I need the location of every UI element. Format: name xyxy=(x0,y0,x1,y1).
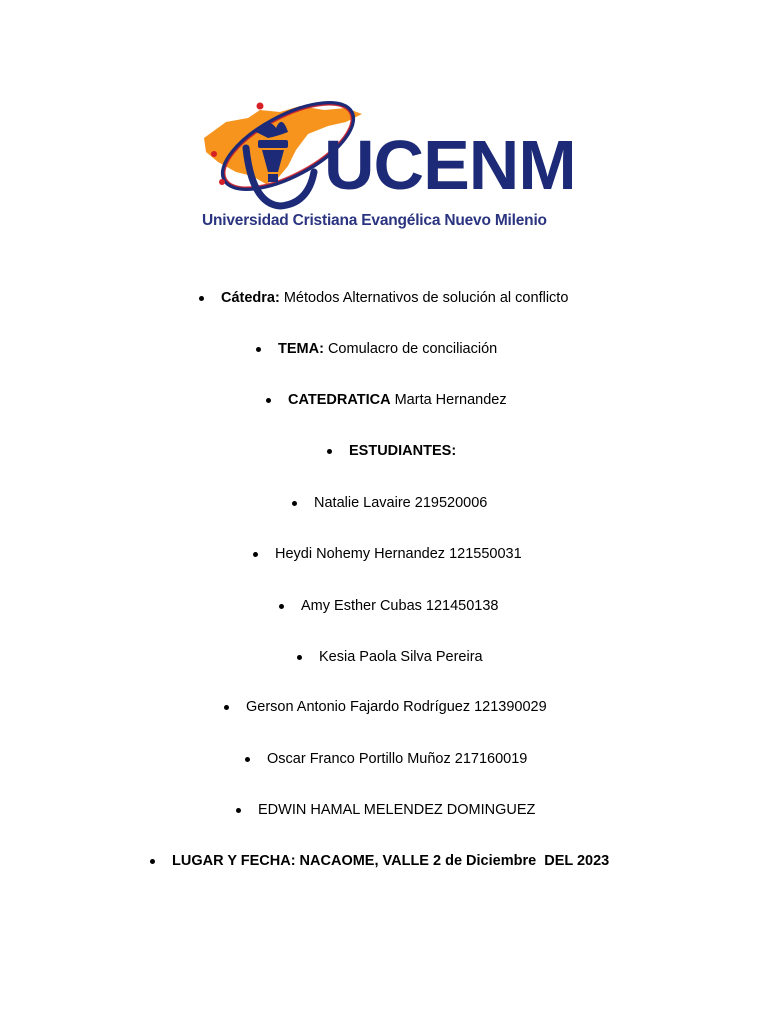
list-item-catedratica xyxy=(266,391,507,409)
list-item-catedra xyxy=(199,289,568,307)
student-name: Oscar Franco Portillo Muñoz 217160019 xyxy=(267,751,528,767)
student-item xyxy=(245,750,527,768)
logo-acronym: UCENM xyxy=(324,126,576,204)
list-item-estudiantes xyxy=(327,442,456,460)
bullet-icon xyxy=(327,449,332,454)
bullet-icon xyxy=(199,296,204,301)
student-item xyxy=(236,801,535,819)
orbit-dot xyxy=(219,179,225,185)
bullet-icon xyxy=(224,705,229,710)
logo-university-name: Universidad Cristiana Evangélica Nuevo Milenio xyxy=(202,212,547,229)
university-logo xyxy=(196,92,580,242)
orbit-dot xyxy=(211,151,217,157)
student-name: Amy Esther Cubas 121450138 xyxy=(301,598,499,614)
catedra-label: Cátedra: xyxy=(221,290,280,306)
student-name: Kesia Paola Silva Pereira xyxy=(319,649,483,665)
place-date-text: LUGAR Y FECHA: NACAOME, VALLE 2 de Diciembre DEL 2023 xyxy=(172,853,610,869)
catedratica-value: Marta Hernandez xyxy=(390,392,507,408)
bullet-icon xyxy=(236,808,241,813)
bullet-icon xyxy=(253,552,258,557)
student-name: EDWIN HAMAL MELENDEZ DOMINGUEZ xyxy=(258,802,536,818)
bullet-icon xyxy=(279,604,284,609)
catedra-value: Métodos Alternativos de solución al conflicto xyxy=(279,290,569,306)
bullet-icon xyxy=(150,859,155,864)
bullet-icon xyxy=(256,347,261,352)
list-item-tema xyxy=(256,340,497,358)
student-name: Heydi Nohemy Hernandez 121550031 xyxy=(275,546,522,562)
estudiantes-label: ESTUDIANTES: xyxy=(349,443,457,459)
bullet-icon xyxy=(266,398,271,403)
student-name: Gerson Antonio Fajardo Rodríguez 121390029 xyxy=(246,699,547,715)
bullet-icon xyxy=(292,501,297,506)
student-item xyxy=(224,698,547,716)
student-name: Natalie Lavaire 219520006 xyxy=(314,495,488,511)
tema-value: Comulacro de conciliación xyxy=(323,341,498,357)
torch-base-icon xyxy=(268,174,278,182)
student-item xyxy=(297,648,483,666)
torch-top-icon xyxy=(258,140,288,148)
student-item xyxy=(292,494,487,512)
bullet-icon xyxy=(245,757,250,762)
bullet-icon xyxy=(297,655,302,660)
place-date-item xyxy=(150,852,609,870)
catedratica-label: CATEDRATICA xyxy=(288,392,391,408)
orbit-dot xyxy=(257,103,264,110)
tema-label: TEMA: xyxy=(278,341,324,357)
student-item xyxy=(253,545,522,563)
student-item xyxy=(279,597,499,615)
